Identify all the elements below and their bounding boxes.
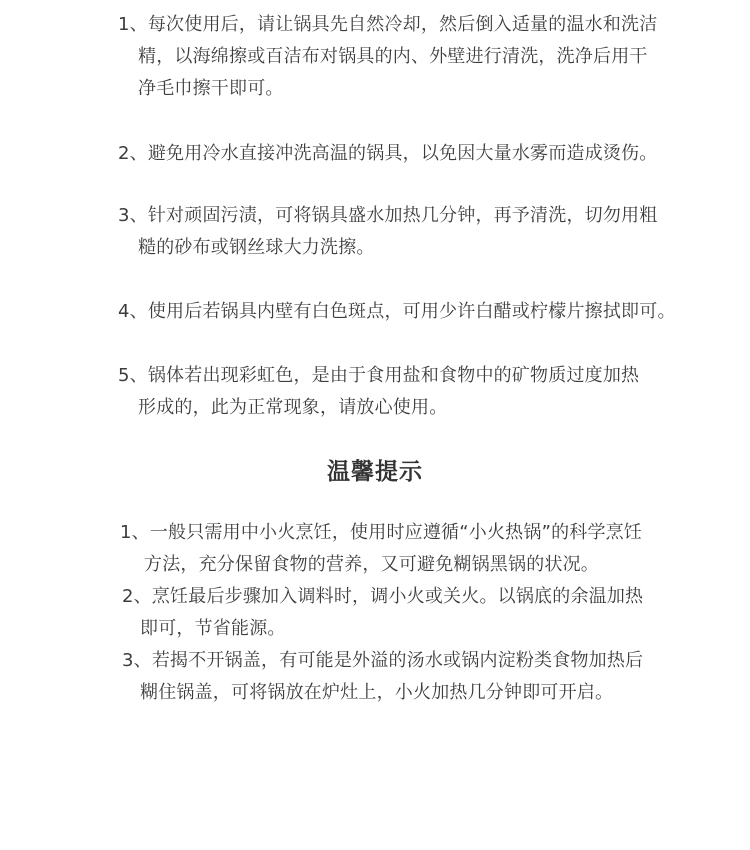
tip-line: 3、若揭不开锅盖，有可能是外溢的汤水或锅内淀粉类食物加热后 — [122, 650, 644, 671]
care-instruction-5 — [118, 360, 718, 424]
care-instruction-line: 4、使用后若锅具内壁有白色斑点，可用少许白醋或柠檬片擦拭即可。 — [118, 301, 676, 322]
care-instruction-line: 5、锅体若出现彩虹色，是由于食用盐和食物中的矿物质过度加热 — [118, 365, 640, 386]
care-instruction-2 — [118, 138, 718, 170]
care-instruction-4 — [118, 296, 718, 328]
tip-line: 即可，节省能源。 — [140, 618, 286, 639]
tip-item-1 — [120, 517, 720, 581]
tip-item-3 — [122, 645, 722, 709]
care-instruction-line: 精，以海绵擦或百洁布对锅具的内、外壁进行清洗，洗净后用干 — [138, 46, 648, 67]
care-instruction-line: 1、每次使用后，请让锅具先自然冷却，然后倒入适量的温水和洗洁 — [118, 14, 658, 35]
care-instruction-line: 3、针对顽固污渍，可将锅具盛水加热几分钟，再予清洗，切勿用粗 — [118, 205, 658, 226]
care-instruction-line: 形成的，此为正常现象，请放心使用。 — [138, 397, 448, 418]
tip-item-2 — [122, 581, 722, 645]
tip-line: 1、一般只需用中小火烹饪，使用时应遵循“小火热锅”的科学烹饪 — [120, 522, 643, 543]
care-instruction-line: 净毛巾擦干即可。 — [138, 78, 284, 99]
care-instruction-3 — [118, 200, 718, 264]
tip-line: 糊住锅盖，可将锅放在炉灶上，小火加热几分钟即可开启。 — [140, 682, 614, 703]
care-instruction-line: 2、避免用冷水直接冲洗高温的锅具，以免因大量水雾而造成烫伤。 — [118, 143, 658, 164]
care-instruction-line: 糙的砂布或钢丝球大力洗擦。 — [138, 237, 375, 258]
tip-line: 方法，充分保留食物的营养，又可避免糊锅黑锅的状况。 — [144, 554, 599, 575]
tip-line: 2、烹饪最后步骤加入调料时，调小火或关火。以锅底的余温加热 — [122, 586, 644, 607]
tips-section-title: 温馨提示 — [327, 459, 423, 485]
care-instruction-1 — [118, 9, 718, 105]
